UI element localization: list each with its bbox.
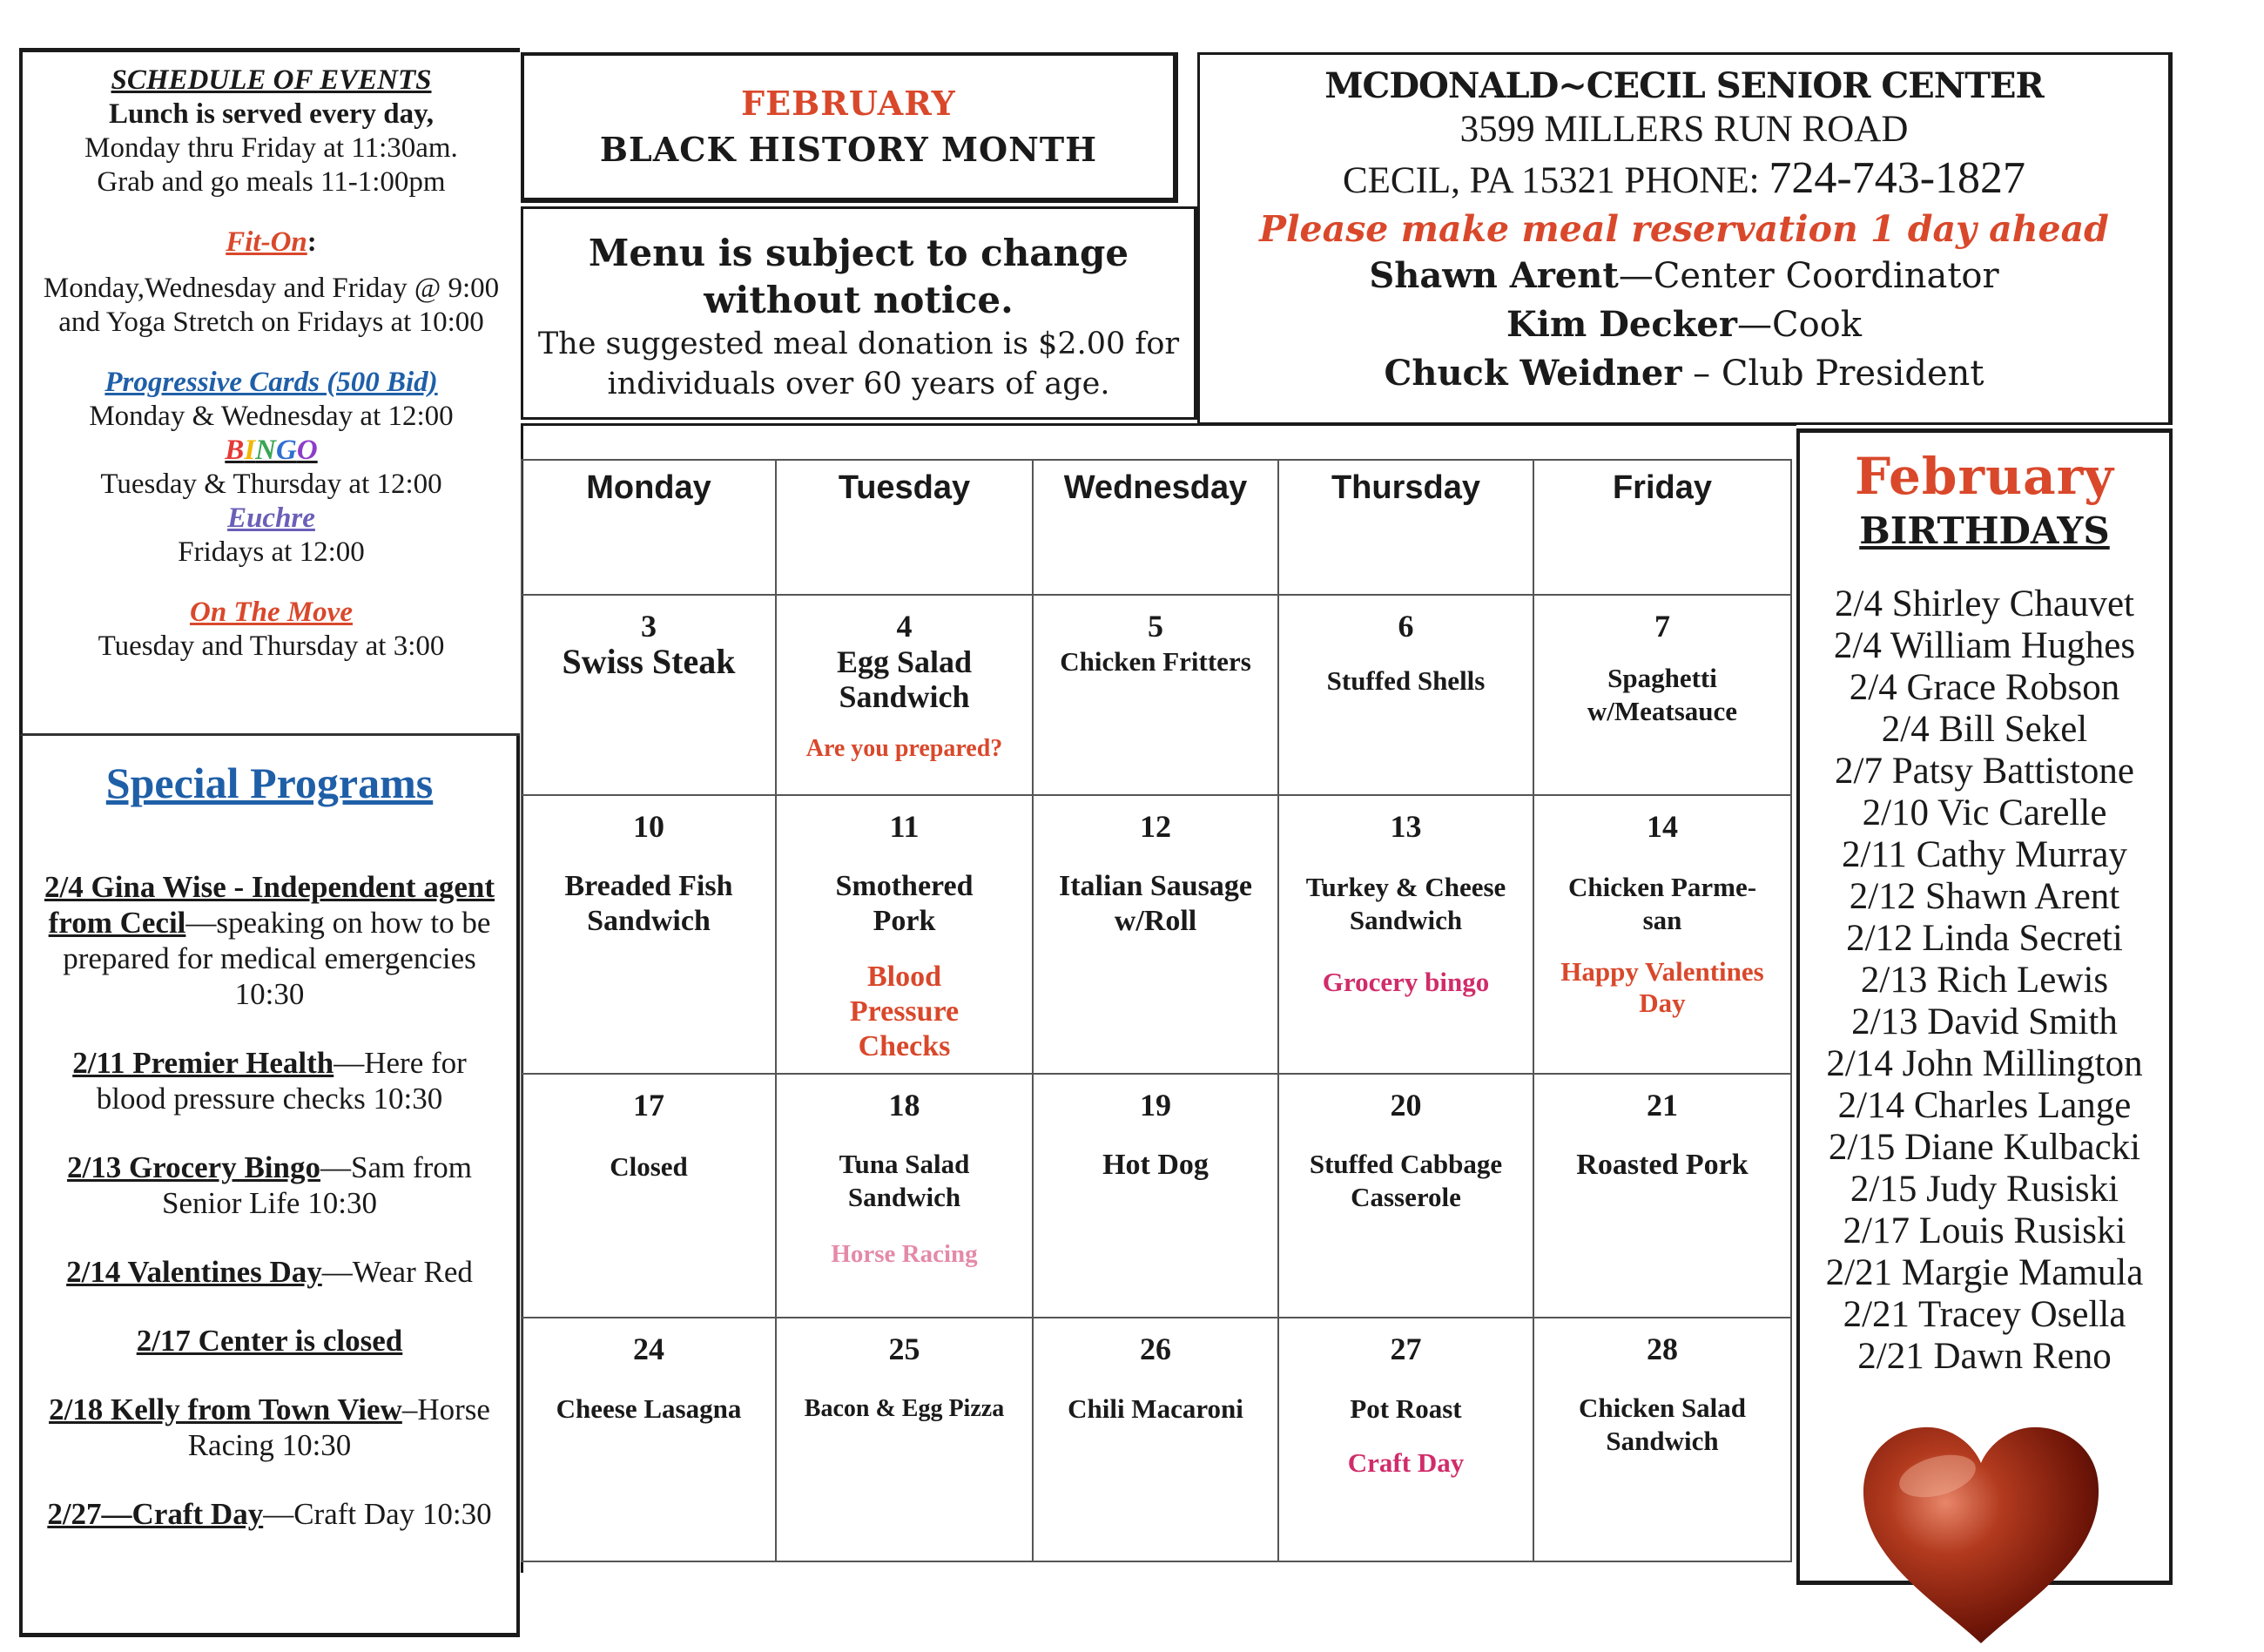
- on-the-move-title: On The Move: [190, 597, 353, 628]
- meal-name: Hot Dog: [1102, 1149, 1209, 1181]
- birthday-entry: 2/4 Shirley Chauvet: [1835, 583, 2134, 624]
- bingo-letter: B: [225, 435, 245, 466]
- program-item: [35, 1150, 504, 1221]
- heart-icon: [1855, 1415, 2107, 1650]
- day-number: 27: [1390, 1332, 1422, 1366]
- calendar-day-cell: [776, 595, 1033, 795]
- day-number: 12: [1140, 809, 1171, 844]
- meal-name: Swiss Steak: [562, 642, 736, 681]
- day-number: 7: [1654, 609, 1670, 644]
- lunch-line-2: Grab and go meals 11-1:00pm: [97, 166, 446, 198]
- meal-name: Stuffed Cabbage Casserole: [1309, 1149, 1503, 1212]
- center-city-phone: [1200, 153, 2168, 206]
- calendar-week: [522, 1318, 1791, 1561]
- program-lead: 2/13 Grocery Bingo: [66, 1150, 320, 1184]
- lunch-line-1: Monday thru Friday at 11:30am.: [84, 132, 458, 164]
- day-number: 21: [1647, 1088, 1678, 1123]
- bingo-title: [23, 434, 520, 468]
- program-lead: 2/27—Craft Day: [47, 1497, 264, 1531]
- program-item: [35, 1323, 504, 1359]
- menu-calendar: [521, 459, 1792, 1562]
- program-item: [35, 1392, 504, 1463]
- meal-name: Spaghetti w/Meatsauce: [1587, 663, 1738, 726]
- staff-name: Chuck Weidner: [1384, 353, 1682, 394]
- euchre-title: Euchre: [227, 502, 315, 534]
- calendar-day-cell: [1278, 1074, 1533, 1318]
- center-phone: 724-743-1827: [1769, 153, 2026, 203]
- event-note: Horse Racing: [831, 1240, 978, 1268]
- program-detail: —Craft Day 10:30: [263, 1497, 492, 1531]
- calendar-day-cell: [522, 595, 776, 795]
- day-number: 14: [1647, 809, 1678, 844]
- birthday-entry: 2/12 Shawn Arent: [1849, 876, 2120, 917]
- calendar-day-cell: [776, 795, 1033, 1074]
- staff-name: Kim Decker: [1506, 304, 1737, 345]
- day-number: 10: [633, 809, 664, 844]
- cards-text: Monday & Wednesday at 12:00: [89, 401, 454, 432]
- meal-name: Closed: [610, 1151, 688, 1182]
- birthdays-title: BIRTHDAYS: [1859, 509, 2110, 552]
- calendar-day-cell: [776, 1074, 1033, 1318]
- weekday-header: Thursday: [1278, 460, 1533, 595]
- fiton-colon: :: [307, 226, 317, 258]
- meal-name: Smothered Pork: [835, 870, 974, 937]
- meal-name: Cheese Lasagna: [556, 1393, 742, 1424]
- birthdays-panel: [1796, 428, 2173, 1585]
- event-note: Are you prepared?: [805, 735, 1003, 762]
- center-name: MCDONALD~CECIL SENIOR CENTER: [1324, 65, 2044, 106]
- birthday-entry: 2/14 Charles Lange: [1837, 1085, 2132, 1126]
- staff-role: Cook: [1771, 305, 1862, 345]
- meal-name: Bacon & Egg Pizza: [804, 1395, 1005, 1422]
- calendar-week: [522, 795, 1791, 1074]
- event-note: Happy Valentines Day: [1560, 956, 1764, 1018]
- event-note: Blood Pressure Checks: [849, 961, 960, 1062]
- fiton-title: Fit-On: [226, 226, 307, 258]
- staff-name: Shawn Arent: [1369, 255, 1619, 296]
- calendar-day-cell: [1533, 1074, 1791, 1318]
- schedule-title: SCHEDULE OF EVENTS: [111, 64, 432, 96]
- menu-note-line-1: Menu is subject to change: [588, 232, 1129, 274]
- donation-line-2: individuals over 60 years of age.: [607, 367, 1110, 401]
- day-number: 4: [896, 609, 913, 644]
- meal-name: Breaded Fish Sandwich: [564, 870, 733, 937]
- day-number: 17: [633, 1088, 664, 1123]
- program-item: [35, 1045, 504, 1116]
- birthday-entry: 2/13 Rich Lewis: [1860, 960, 2109, 1001]
- program-detail: —Wear Red: [321, 1255, 473, 1289]
- day-number: 19: [1140, 1088, 1171, 1123]
- bingo-letter: G: [276, 435, 297, 466]
- day-number: 26: [1140, 1332, 1171, 1366]
- event-note: Grocery bingo: [1322, 967, 1490, 997]
- program-lead: 2/4 Gina Wise - Independent agent from Cecil: [44, 870, 495, 940]
- bingo-letter: N: [255, 435, 276, 466]
- month-title-box: [521, 52, 1178, 203]
- calendar-day-cell: [1533, 795, 1791, 1074]
- lunch-heading: Lunch is served every day,: [108, 98, 435, 130]
- program-lead: 2/17 Center is closed: [136, 1324, 403, 1358]
- day-number: 20: [1390, 1088, 1422, 1123]
- birthday-entry: 2/21 Tracey Osella: [1843, 1294, 2126, 1335]
- weekday-header: Friday: [1533, 460, 1791, 595]
- calendar-day-cell: [522, 795, 776, 1074]
- birthday-entry: 2/17 Louis Rusiski: [1843, 1210, 2126, 1251]
- cards-title: Progressive Cards (500 Bid): [104, 367, 438, 398]
- day-number: 25: [888, 1332, 920, 1366]
- meal-name: Italian Sausage w/Roll: [1059, 870, 1252, 937]
- staff-line: [1200, 300, 2168, 349]
- calendar-day-cell: [1278, 795, 1533, 1074]
- birthdays-month: February: [1854, 447, 2115, 506]
- calendar-day-cell: [1033, 595, 1278, 795]
- reservation-note: Please make meal reservation 1 day ahead: [1259, 208, 2109, 250]
- birthday-entry: 2/4 Bill Sekel: [1881, 709, 2088, 750]
- birthday-entry: 2/21 Margie Mamula: [1825, 1252, 2144, 1293]
- day-number: 24: [633, 1332, 664, 1366]
- calendar-day-cell: [522, 1074, 776, 1318]
- program-detail: –Horse Racing 10:30: [187, 1392, 490, 1462]
- calendar-day-cell: [1533, 1318, 1791, 1561]
- center-city: CECIL, PA 15321 PHONE:: [1342, 160, 1769, 201]
- day-number: 18: [888, 1088, 920, 1123]
- theme-title: BLACK HISTORY MONTH: [599, 130, 1098, 169]
- calendar-day-cell: [1033, 1318, 1278, 1561]
- program-item: [35, 869, 504, 1012]
- calendar-day-cell: [522, 1318, 776, 1561]
- weekday-header: Monday: [522, 460, 776, 595]
- day-number: 6: [1398, 609, 1414, 644]
- program-lead: 2/18 Kelly from Town View: [49, 1392, 402, 1426]
- program-lead: 2/14 Valentines Day: [66, 1255, 322, 1289]
- birthday-entry: 2/12 Linda Secreti: [1846, 918, 2123, 959]
- bingo-letter: I: [244, 435, 256, 466]
- day-number: 5: [1148, 609, 1163, 644]
- on-the-move-text: Tuesday and Thursday at 3:00: [98, 630, 445, 662]
- calendar-day-cell: [1533, 595, 1791, 795]
- day-number: 11: [889, 809, 920, 844]
- day-number: 13: [1390, 809, 1422, 844]
- staff-sep: —: [1618, 256, 1654, 296]
- staff-line: [1200, 349, 2168, 398]
- bingo-text: Tuesday & Thursday at 12:00: [100, 469, 442, 500]
- calendar-week: [522, 1074, 1791, 1318]
- program-detail: —Sam from Senior Life 10:30: [162, 1150, 472, 1220]
- calendar-day-cell: [1278, 595, 1533, 795]
- calendar-day-cell: [1033, 1074, 1278, 1318]
- donation-line-1: The suggested meal donation is $2.00 for: [537, 327, 1180, 361]
- birthday-entry: 2/10 Vic Carelle: [1862, 792, 2107, 833]
- birthday-entry: 2/11 Cathy Murray: [1841, 834, 2128, 875]
- day-number: 3: [641, 609, 657, 644]
- weekday-header: Wednesday: [1033, 460, 1278, 595]
- birthday-entry: 2/7 Patsy Battistone: [1835, 751, 2134, 792]
- weekday-header: Tuesday: [776, 460, 1033, 595]
- day-number: 28: [1647, 1332, 1678, 1366]
- fiton-heading: [23, 226, 520, 260]
- weekday-header-row: [522, 460, 1791, 595]
- meal-name: Chicken Salad Sandwich: [1578, 1392, 1747, 1456]
- staff-line: [1200, 252, 2168, 300]
- program-detail: —Here for blood pressure checks 10:30: [96, 1046, 467, 1116]
- program-detail: —speaking on how to be prepared for medical emergencies 10:30: [63, 906, 491, 1011]
- staff-role: Center Coordinator: [1653, 256, 1999, 296]
- special-programs-title: Special Programs: [105, 759, 434, 807]
- meal-name: Chili Macaroni: [1068, 1393, 1243, 1424]
- calendar-day-cell: [1278, 1318, 1533, 1561]
- calendar-day-cell: [776, 1318, 1033, 1561]
- staff-role: Club President: [1721, 354, 1984, 394]
- birthday-entry: 2/15 Judy Rusiski: [1850, 1169, 2119, 1210]
- bingo-letter: O: [296, 435, 318, 466]
- meal-name: Roasted Pork: [1576, 1149, 1749, 1181]
- birthday-entry: 2/4 Grace Robson: [1849, 667, 2120, 708]
- fiton-text: Monday,Wednesday and Friday @ 9:00 and Yoga Stretch on Fridays at 10:00: [43, 273, 500, 338]
- birthday-entry: 2/4 William Hughes: [1833, 625, 2136, 666]
- birthday-entry: 2/13 David Smith: [1851, 1001, 2118, 1042]
- calendar-day-cell: [1033, 795, 1278, 1074]
- month-title: FEBRUARY: [741, 84, 956, 123]
- event-note: Craft Day: [1347, 1447, 1465, 1478]
- staff-sep: —: [1736, 305, 1772, 345]
- birthday-list: [1800, 583, 2169, 1378]
- meal-name: Egg Salad Sandwich: [836, 644, 973, 714]
- staff-sep: –: [1681, 354, 1722, 394]
- meal-name: Chicken Fritters: [1060, 646, 1251, 677]
- center-info-box: [1197, 52, 2173, 425]
- center-address: 3599 MILLERS RUN ROAD: [1459, 109, 1909, 150]
- birthday-entry: 2/15 Diane Kulbacki: [1828, 1127, 2141, 1168]
- program-lead: 2/11 Premier Health: [72, 1046, 334, 1080]
- program-item: [35, 1254, 504, 1290]
- meal-name: Turkey & Cheese Sandwich: [1305, 872, 1506, 935]
- meal-name: Stuffed Shells: [1326, 665, 1486, 696]
- menu-note-box: [521, 206, 1198, 420]
- schedule-of-events-panel: [19, 48, 520, 736]
- program-item: [35, 1496, 504, 1532]
- euchre-text: Fridays at 12:00: [178, 536, 365, 568]
- calendar-week: [522, 595, 1791, 795]
- meal-name: Tuna Salad Sandwich: [839, 1149, 970, 1212]
- birthday-entry: 2/14 John Millington: [1826, 1043, 2143, 1084]
- birthday-entry: 2/21 Dawn Reno: [1857, 1336, 2112, 1377]
- meal-name: Chicken Parme-san: [1567, 872, 1757, 935]
- special-programs-panel: [19, 736, 520, 1637]
- menu-note-line-2: without notice.: [704, 279, 1014, 321]
- meal-name: Pot Roast: [1350, 1393, 1462, 1424]
